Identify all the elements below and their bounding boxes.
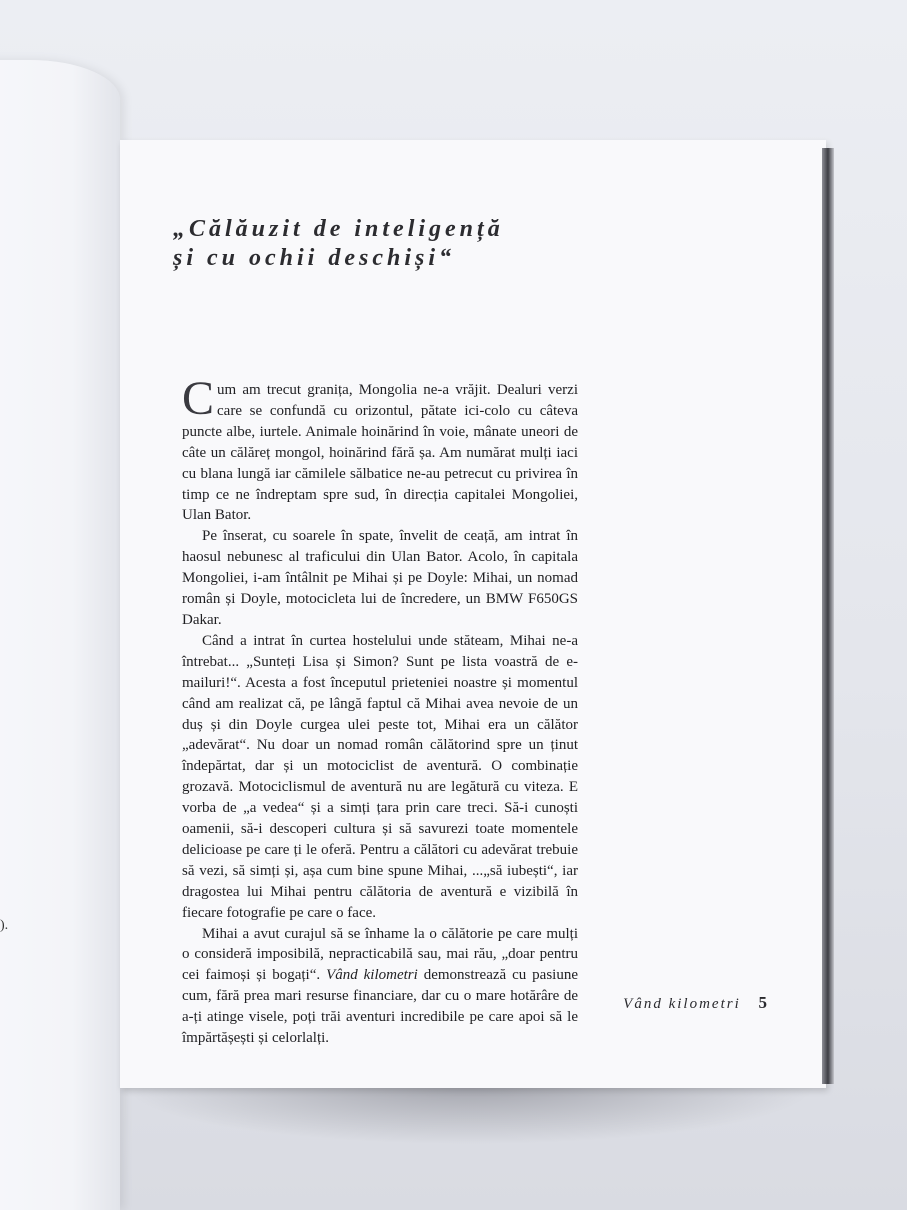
page-footer bbox=[623, 993, 767, 1013]
left-page bbox=[0, 60, 120, 1210]
paragraph-2: Pe înserat, cu soarele în spate, învelit de ceață, am intrat în haosul nebunesc al traficului din Ulan Bator. Acolo, în capitala Mongoliei, i-am întâlnit pe Mihai și pe Doyle: Mihai, un nomad român și Doyle, motocicleta lui de încredere, un BMW F650GS Dakar. bbox=[182, 528, 578, 628]
paragraph-4-text-a: Mihai a avut curajul să se înhame la o călătorie pe care mulți o consideră imposibilă, nepracticabilă sau, mai rău, „doar pentru cei faimoși și bogați“. bbox=[182, 925, 578, 984]
book-title-inline: Vând kilometri bbox=[326, 967, 418, 984]
book-shadow bbox=[120, 1085, 820, 1145]
drop-cap: C bbox=[182, 372, 215, 425]
paragraph-4-text-b: demonstrează cu pasiune cum, fără prea mari resurse financiare, dar cu o mare hotărâre de a-ți atinge visele, poți trăi aventuri incredibile pe care apoi să le împărtășești și celorlalți. bbox=[182, 967, 579, 1047]
running-title: Vând kilometri bbox=[623, 996, 741, 1012]
paragraph-3: Când a intrat în curtea hostelului unde stăteam, Mihai ne-a întrebat... „Sunteți Lisa și Simon? Sunt pe lista voastră de e-mailuri!“. Acesta a fost începutul prieteniei noastre și momentul când am realizat că, pe lângă faptul că Mihai avea nevoie de un duș și din Doyle curgea ulei peste tot, Mihai era un călător „adevărat“. Nu doar un nomad român călătorind spre un ținut îndepărtat, dar și un motociclist de aventură. O combinație grozavă. Motociclismul de aventură nu are legătură cu viteza. E vorba de „a vedea“ și a simți țara prin care treci. Să-i cunoști oamenii, să-i descoperi cultura și să savurezi toate momentele delicioase pe care ți le oferă. Pentru a călători cu adevărat trebuie să vezi, să simți și, așa cum bine spune Mihai, ...„să iubești“, iar dragostea lui Mihai pentru călătoria de aventură e vizibilă în fiecare fotografie pe care o face. bbox=[182, 632, 578, 921]
chapter-title-line-1: „Călăuzit de inteligență bbox=[173, 216, 504, 242]
chapter-title bbox=[173, 215, 633, 273]
chapter-title-line-2: și cu ochii deschiși“ bbox=[173, 245, 456, 271]
page-number: 5 bbox=[758, 993, 767, 1012]
body-text bbox=[182, 372, 579, 1049]
paragraph-4 bbox=[182, 924, 578, 1049]
paragraph-1-text: um am trecut granița, Mongolia ne-a vrăjit. Dealuri verzi care se confundă cu orizontul, pătate ici-colo cu câteva puncte albe, iurtele. Animale hoinărind în voie, mânate uneori de câte un călăreț mongol, hoinărind fără șa. Am numărat mulți iaci cu blana lungă iar cămilele sălbatice ne-au petrecut cu privirea în timp ce ne îndreptam spre sud, în direcția capitalei Mongoliei, Ulan Bator. bbox=[182, 382, 578, 524]
page-edge bbox=[822, 148, 834, 1084]
left-page-text-fragment: ). bbox=[0, 918, 9, 933]
paragraph-1 bbox=[182, 372, 578, 526]
